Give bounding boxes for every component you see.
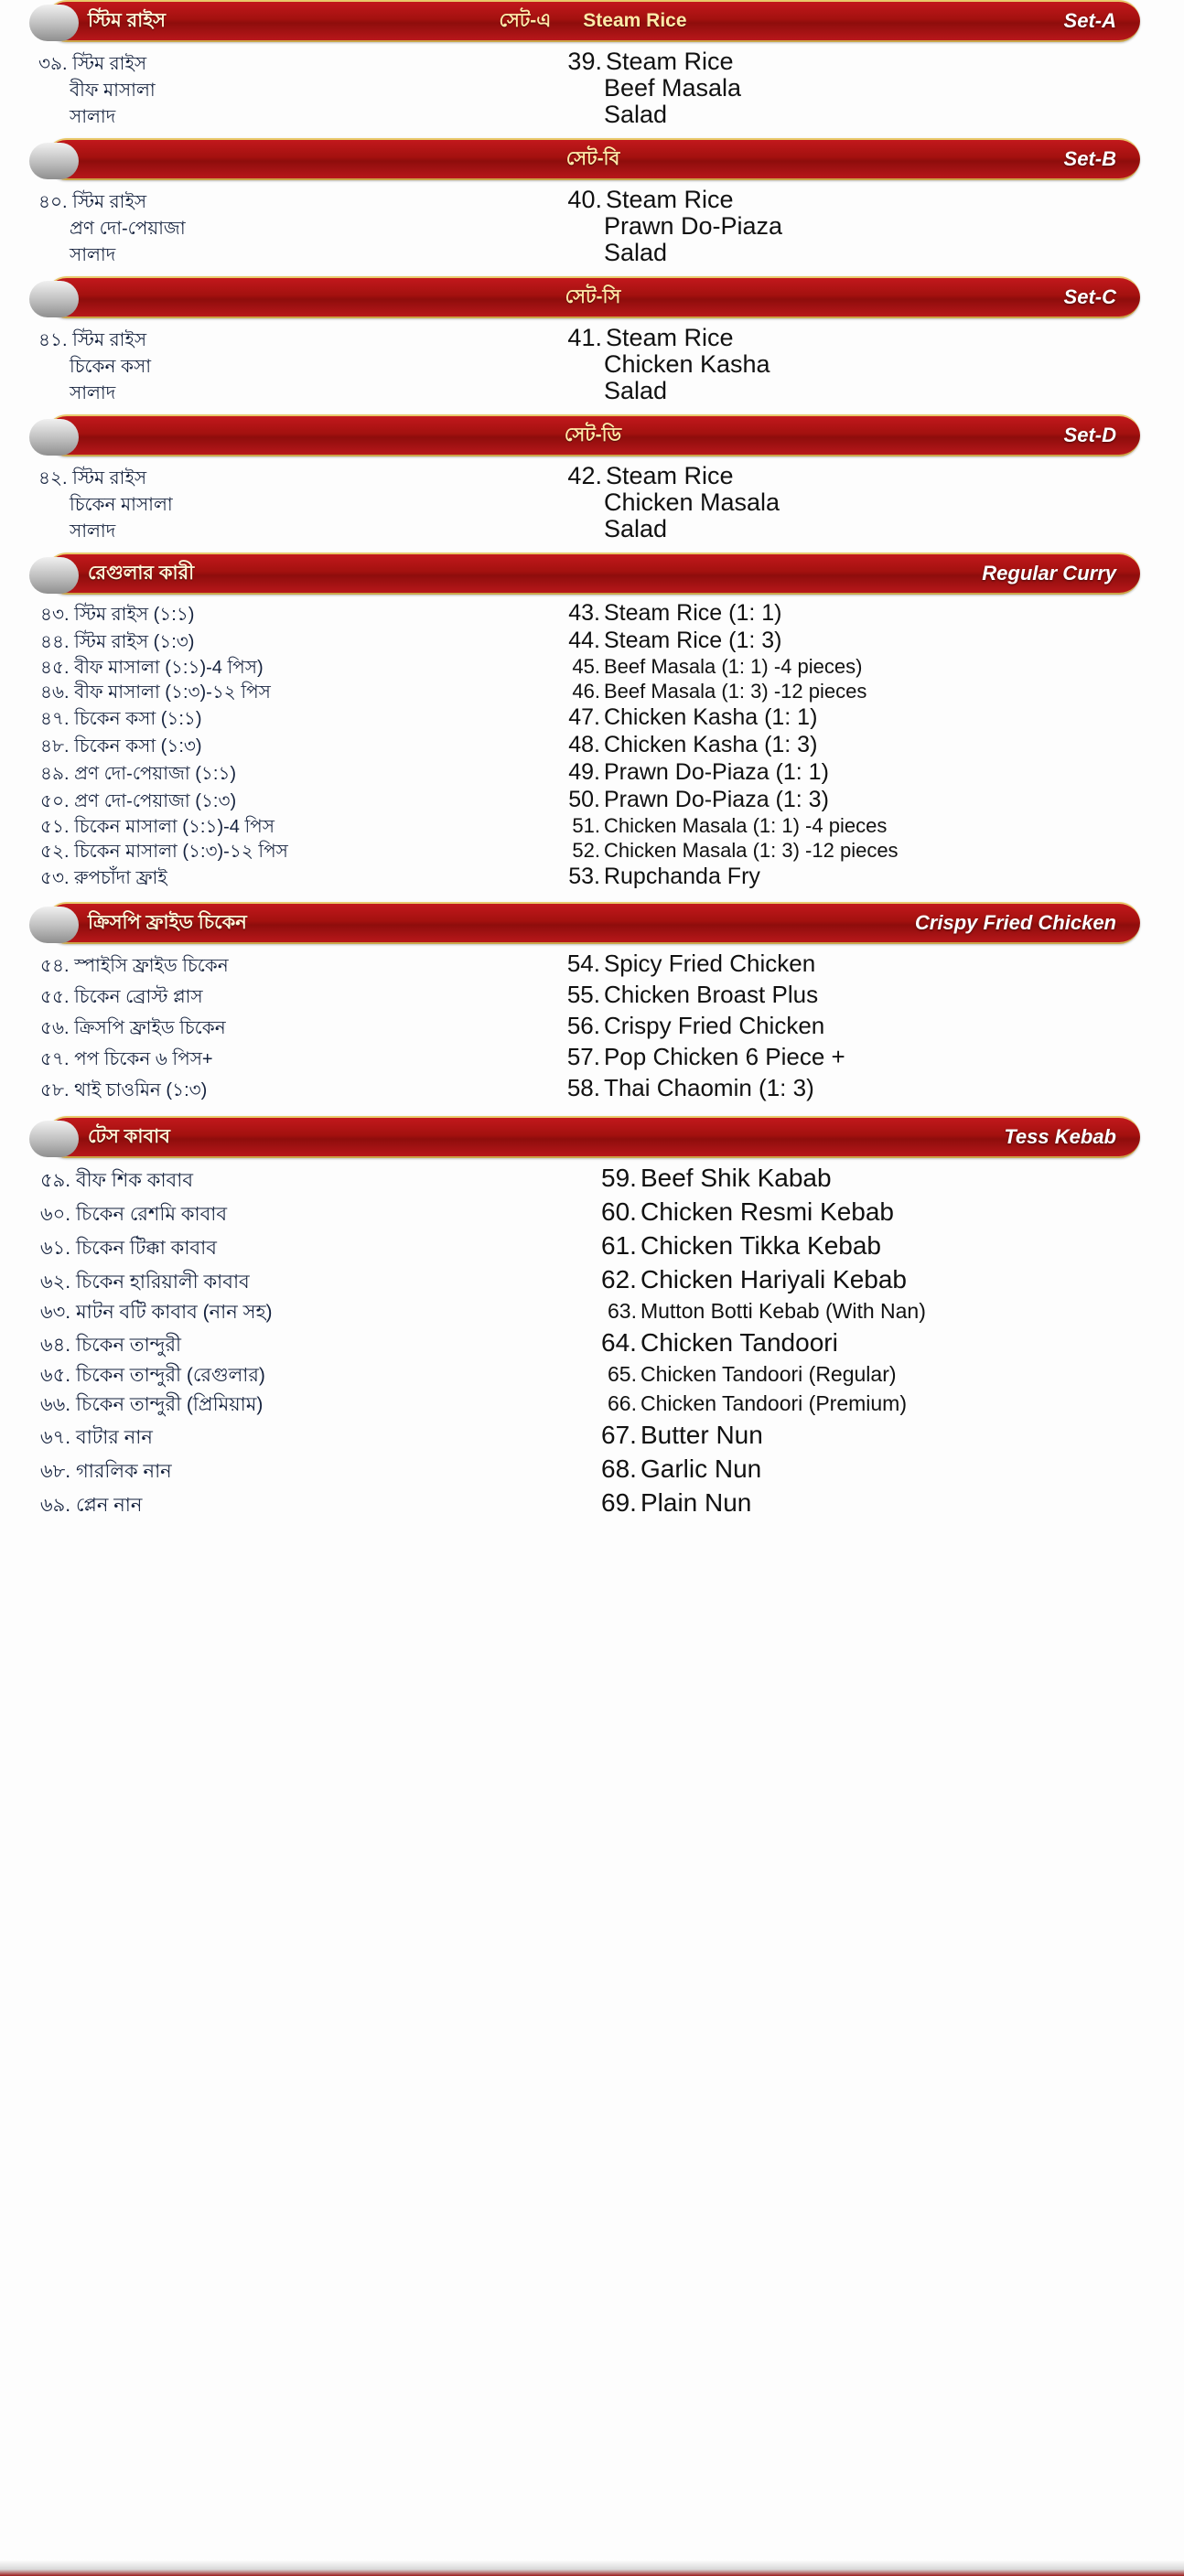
item-english [558,682,1157,702]
item-bangla [27,737,558,756]
banner-english-label: Regular Curry [982,562,1116,585]
item-name-bangla: স্টিম রাইস [72,330,147,350]
item-bangla [27,1366,558,1385]
item-english [558,1330,1157,1356]
item-name-bangla: মাটন বটি কাবাব (নান সহ) [76,1302,273,1323]
item-name: Beef Shik Kabab [640,1164,832,1192]
item-name: Beef Masala (1: 3) -12 pieces [603,680,867,703]
item-number-bangla: ৬২. [40,1272,71,1293]
item-name: Prawn Do-Piaza (1: 3) [603,787,829,812]
item-english [558,789,1157,811]
item-name: Steam Rice [605,324,734,351]
page-footer-strip [0,2560,1184,2576]
item-name-bangla: প্রণ দো-পেয়াজা (১:৩) [74,791,237,811]
item-number-bangla: ৬৪. [40,1335,71,1356]
menu-item-row [27,1045,1157,1068]
section-regular-curry [27,553,1157,896]
section-banner-regular-curry [46,553,1140,595]
item-name-bangla: থাই চাওমিন (১:৩) [74,1080,208,1100]
item-bangla [27,988,558,1006]
item-english [558,464,1157,488]
item-bangla [27,710,558,728]
item-bangla [27,683,558,702]
item-bangla [27,331,558,349]
item-bangla [27,633,558,651]
item-english [558,1301,1157,1322]
item-bangla [27,1428,558,1447]
item-number: 51. [572,814,600,837]
item-number-bangla: ৫১. [40,817,70,837]
menu-item-row [27,379,1157,403]
item-name-bangla: ক্রিসপি ফ্রাইড চিকেন [74,1018,226,1038]
item-name-bangla: চিকেন হারিয়ালী কাবাব [76,1272,250,1293]
item-number: 52. [572,839,600,862]
item-number: 44. [568,628,600,653]
item-name: Chicken Kasha (1: 3) [603,732,818,757]
menu-item-row [27,76,1157,101]
menu-item-row [27,1199,1157,1225]
item-number-bangla: ৬৯. [40,1495,71,1516]
item-number-bangla: ৬৫. [40,1365,71,1386]
item-number: 43. [568,600,600,626]
item-list-set-a [27,42,1157,133]
item-name-bangla: চিকেন মাসালা (১:১)-4 পিস [74,817,274,837]
menu-item-row [27,490,1157,515]
item-name-bangla: বাটার নান [76,1427,153,1448]
section-banner-set-c [46,276,1140,318]
item-bangla [27,765,558,783]
item-name-bangla: বীফ মাসালা (১:৩)-১২ পিস [74,682,271,703]
banner-bangla-label: টেস কাবাব [88,1125,170,1147]
menu-item-row [27,326,1157,350]
item-name: Steam Rice [605,462,734,489]
item-name-bangla: স্টিম রাইস (১:১) [74,605,195,625]
item-number: 67. [601,1421,637,1449]
banner-english-label: Tess Kebab [1004,1125,1116,1148]
item-number: 63. [607,1299,637,1323]
item-number-bangla: ৪১. [38,330,68,350]
item-number-bangla: ৬০. [40,1204,71,1225]
item-bangla [27,957,558,975]
item-name-bangla: রুপচাঁদা ফ্রাই [74,868,167,888]
item-name-bangla: চিকেন মাসালা (১:৩)-১২ পিস [74,842,288,862]
item-english [558,1456,1157,1482]
item-name-bangla: স্টিম রাইস [72,468,147,488]
item-number: 49. [568,759,600,785]
item-number: 41. [567,324,602,351]
banner-english-label: Set-D [1063,424,1116,446]
banner-english-label: Set-B [1063,147,1116,170]
item-number-bangla: ৬৩. [40,1302,71,1323]
item-name-bangla: স্টিম রাইস [72,192,147,212]
menu-item-row [27,734,1157,757]
item-english: Chicken Kasha [603,350,770,378]
item-english: Beef Masala [603,74,742,102]
item-english [558,1199,1157,1225]
item-list-set-c [27,318,1157,409]
item-number-bangla: ৫৯. [40,1170,71,1191]
item-english: Salad [603,515,668,542]
menu-item-row [27,1456,1157,1482]
item-number-bangla: ৪৭. [40,709,70,729]
menu-item-row [27,102,1157,127]
item-english [558,1393,1157,1414]
menu-item-row [27,841,1157,861]
banner-middle-bangla: সেট-এ [499,9,552,31]
item-number: 53. [568,864,600,889]
section-banner-set-d [46,414,1140,456]
item-bangla [27,55,558,73]
banner-middle-label [499,5,686,38]
item-number-bangla: ৬৮. [40,1461,71,1482]
banner-middle-label: সেট-ডি [564,424,622,445]
item-name-bangla: বীফ মাসালা (১:১)-4 পিস) [74,658,264,678]
item-english [558,1076,1157,1100]
item-name: Plain Nun [640,1488,752,1517]
menu-item-row [27,1165,1157,1191]
item-name: Mutton Botti Kebab (With Nan) [640,1299,926,1323]
item-name-bangla: চিকেন তান্দুরী (রেগুলার) [75,1365,265,1386]
menu-item-row [27,352,1157,377]
menu-item-row [27,1014,1157,1037]
item-name: Chicken Masala (1: 1) -4 pieces [603,814,888,837]
item-name: Chicken Tikka Kebab [640,1231,882,1260]
item-number: 69. [601,1488,637,1517]
item-bangla: বীফ মাসালা [70,80,156,101]
item-number: 55. [566,981,600,1008]
item-number: 40. [567,186,602,213]
item-english [558,761,1157,784]
section-banner-tess-kebab [46,1116,1140,1158]
item-bangla: প্রণ দো-পেয়াজা [70,219,186,239]
item-number: 64. [601,1328,637,1357]
item-name: Chicken Tandoori [640,1328,838,1357]
item-bangla [27,1239,558,1258]
item-english [558,602,1157,625]
item-bangla [27,818,558,836]
menu-item-row [27,602,1157,625]
item-bangla [27,869,558,887]
section-set-a [27,0,1157,133]
menu-item-row [27,629,1157,652]
banner-middle-english: Steam Rice [583,9,687,31]
item-list-set-b [27,180,1157,271]
menu-item-row [27,517,1157,542]
item-name-bangla: প্রণ দো-পেয়াজা (১:১) [74,764,237,784]
item-name: Steam Rice [605,186,734,213]
banner-english-label: Crispy Fried Chicken [914,911,1116,934]
item-number: 68. [601,1454,637,1483]
item-name-bangla: চিকেন কসা (১:৩) [74,736,202,757]
banner-bangla-label: রেগুলার কারী [88,562,195,584]
item-name-bangla: স্টিম রাইস [72,54,147,74]
item-name-bangla: চিকেন তান্দুরী (প্রিমিয়াম) [76,1394,264,1415]
item-english [558,1422,1157,1448]
item-number: 65. [607,1362,637,1386]
item-number-bangla: ৫৮. [40,1080,70,1100]
item-bangla [27,1303,558,1322]
item-english [558,1233,1157,1259]
item-english [558,1364,1157,1385]
menu-item-row [27,657,1157,677]
item-number: 47. [568,704,600,730]
menu-item-row [27,982,1157,1006]
item-english [558,49,1157,74]
item-bangla [27,606,558,624]
item-english [558,326,1157,350]
item-english [558,982,1157,1006]
item-name: Pop Chicken 6 Piece + [603,1043,845,1070]
section-set-d [27,414,1157,547]
menu-item-row [27,1364,1157,1385]
item-name-bangla: পপ চিকেন ৬ পিস+ [74,1049,213,1069]
item-number: 62. [601,1265,637,1293]
item-number-bangla: ৬৭. [40,1427,71,1448]
item-name: Chicken Broast Plus [603,981,819,1008]
item-number: 56. [566,1012,600,1039]
item-bangla [27,843,558,861]
menu-item-row [27,1330,1157,1356]
menu-item-row [27,241,1157,265]
item-bangla [27,1050,558,1068]
menu-item-row [27,1301,1157,1322]
item-english [558,188,1157,212]
item-number-bangla: ৫৩. [40,868,70,888]
menu-item-row [27,682,1157,702]
item-name: Chicken Hariyali Kebab [640,1265,908,1293]
item-number-bangla: ৫০. [40,791,70,811]
item-number-bangla: ৬৬. [40,1394,71,1415]
item-number-bangla: ৩৯. [38,54,68,74]
item-name: Spicy Fried Chicken [603,950,816,977]
menu-item-row [27,789,1157,811]
item-number-bangla: ৬১. [40,1238,71,1259]
item-name: Rupchanda Fry [603,864,760,889]
item-number: 60. [601,1197,637,1226]
item-name: Garlic Nun [640,1454,762,1483]
item-number-bangla: ৫৭. [40,1049,70,1069]
item-name: Steam Rice (1: 3) [603,628,782,653]
item-bangla [27,1171,558,1190]
item-name-bangla: স্পাইসি ফ্রাইড চিকেন [74,956,229,976]
item-english [558,865,1157,888]
item-number: 50. [568,787,600,812]
item-list-regular-curry [27,595,1157,896]
item-name: Butter Nun [640,1421,763,1449]
section-crispy-fried-chicken [27,902,1157,1111]
item-bangla [27,1462,558,1481]
menu-item-row [27,214,1157,239]
menu-item-row [27,1490,1157,1516]
section-banner-set-a [46,0,1140,42]
banner-english-label: Set-A [1063,9,1116,32]
item-bangla [27,1205,558,1224]
item-english: Chicken Masala [603,488,780,516]
item-number: 57. [566,1043,600,1070]
item-english [558,734,1157,757]
item-number-bangla: ৪৬. [40,682,70,703]
item-number-bangla: ৪২. [38,468,68,488]
item-number-bangla: ৫৪. [40,956,70,976]
item-english: Salad [603,239,668,266]
item-english [558,1045,1157,1068]
item-name-bangla: প্লেন নান [75,1495,143,1516]
item-english [558,1165,1157,1191]
item-name: Chicken Masala (1: 3) -12 pieces [603,839,899,862]
item-english: Salad [603,377,668,404]
item-bangla [27,659,558,677]
item-number-bangla: ৪৩. [40,605,70,625]
menu-item-row [27,816,1157,836]
item-name: Chicken Tandoori (Regular) [640,1362,897,1386]
item-number-bangla: ৫৬. [40,1018,70,1038]
item-bangla: চিকেন কসা [70,357,152,377]
item-list-tess-kebab [27,1158,1157,1528]
item-bangla: সালাদ [70,107,116,127]
item-number: 59. [601,1164,637,1192]
item-bangla [27,1395,558,1414]
item-number: 54. [566,950,600,977]
item-name: Chicken Kasha (1: 1) [603,704,818,730]
item-number: 61. [601,1231,637,1260]
section-set-b [27,138,1157,271]
menu-item-row [27,1422,1157,1448]
section-set-c [27,276,1157,409]
item-english: Salad [603,101,668,128]
item-bangla [27,1272,558,1292]
menu-item-row [27,865,1157,888]
item-bangla [27,193,558,211]
item-list-crispy-fried-chicken [27,944,1157,1111]
item-english [558,629,1157,652]
item-bangla: সালাদ [70,383,116,403]
item-bangla: চিকেন মাসালা [70,495,173,515]
item-name: Thai Chaomin (1: 3) [603,1074,814,1101]
banner-english-label: Set-C [1063,285,1116,308]
item-number: 66. [607,1391,637,1415]
item-english [558,951,1157,975]
item-bangla [27,1496,558,1515]
item-name-bangla: স্টিম রাইস (১:৩) [74,632,195,652]
banner-middle-label: সেট-বি [565,147,620,169]
item-name-bangla: চিকেন টিক্কা কাবাব [75,1238,217,1259]
item-name: Crispy Fried Chicken [603,1012,825,1039]
item-number: 46. [572,680,600,703]
item-english [558,1014,1157,1037]
item-number-bangla: ৫৫. [40,987,70,1007]
item-bangla [27,792,558,810]
menu-item-row [27,49,1157,74]
item-english [558,841,1157,861]
item-name: Chicken Resmi Kebab [640,1197,894,1226]
item-number: 39. [567,48,602,75]
section-banner-crispy-fried-chicken [46,902,1140,944]
menu-item-row [27,464,1157,488]
item-name-bangla: চিকেন কসা (১:১) [74,709,202,729]
menu-item-row [27,951,1157,975]
section-tess-kebab [27,1116,1157,1528]
banner-middle-label: সেট-সি [565,285,621,307]
item-english [558,816,1157,836]
item-name: Prawn Do-Piaza (1: 1) [603,759,829,785]
item-name-bangla: বীফ শিক কাবাব [75,1170,194,1191]
item-name: Steam Rice (1: 1) [603,600,782,626]
item-number-bangla: ৫২. [40,842,70,862]
banner-bangla-label: ক্রিসপি ফ্রাইড চিকেন [88,911,247,933]
item-number: 45. [572,655,600,678]
item-list-set-d [27,456,1157,547]
item-bangla [27,1081,558,1100]
item-number-bangla: ৪৫. [40,658,70,678]
item-bangla [27,1336,558,1355]
item-number: 48. [568,732,600,757]
menu-item-row [27,1076,1157,1100]
section-banner-set-b [46,138,1140,180]
item-number: 58. [566,1074,600,1101]
menu-item-row [27,1393,1157,1414]
menu-item-row [27,1267,1157,1293]
menu-item-row [27,761,1157,784]
item-bangla: সালাদ [70,245,116,265]
item-number: 42. [567,462,602,489]
item-name-bangla: গারলিক নান [75,1461,172,1482]
item-name: Beef Masala (1: 1) -4 pieces) [603,655,863,678]
item-english [558,1267,1157,1293]
item-name: Chicken Tandoori (Premium) [640,1391,907,1415]
item-english [558,706,1157,729]
item-number-bangla: ৪৯. [40,764,70,784]
item-english: Prawn Do-Piaza [603,212,783,240]
item-name-bangla: চিকেন তান্দুরী [75,1335,182,1356]
banner-bangla-label: স্টিম রাইস [88,9,167,31]
menu-item-row [27,706,1157,729]
item-number-bangla: ৪৪. [40,632,70,652]
item-bangla [27,469,558,488]
menu-item-row [27,188,1157,212]
item-name-bangla: চিকেন ব্রোস্ট প্লাস [74,987,203,1007]
menu-item-row [27,1233,1157,1259]
item-english [558,1490,1157,1516]
item-name: Steam Rice [605,48,734,75]
item-name-bangla: চিকেন রেশমি কাবাব [76,1204,228,1225]
item-number-bangla: ৪৮. [40,736,70,757]
item-bangla [27,1019,558,1037]
item-bangla: সালাদ [70,521,116,542]
item-number-bangla: ৪০. [38,192,68,212]
item-english [558,657,1157,677]
